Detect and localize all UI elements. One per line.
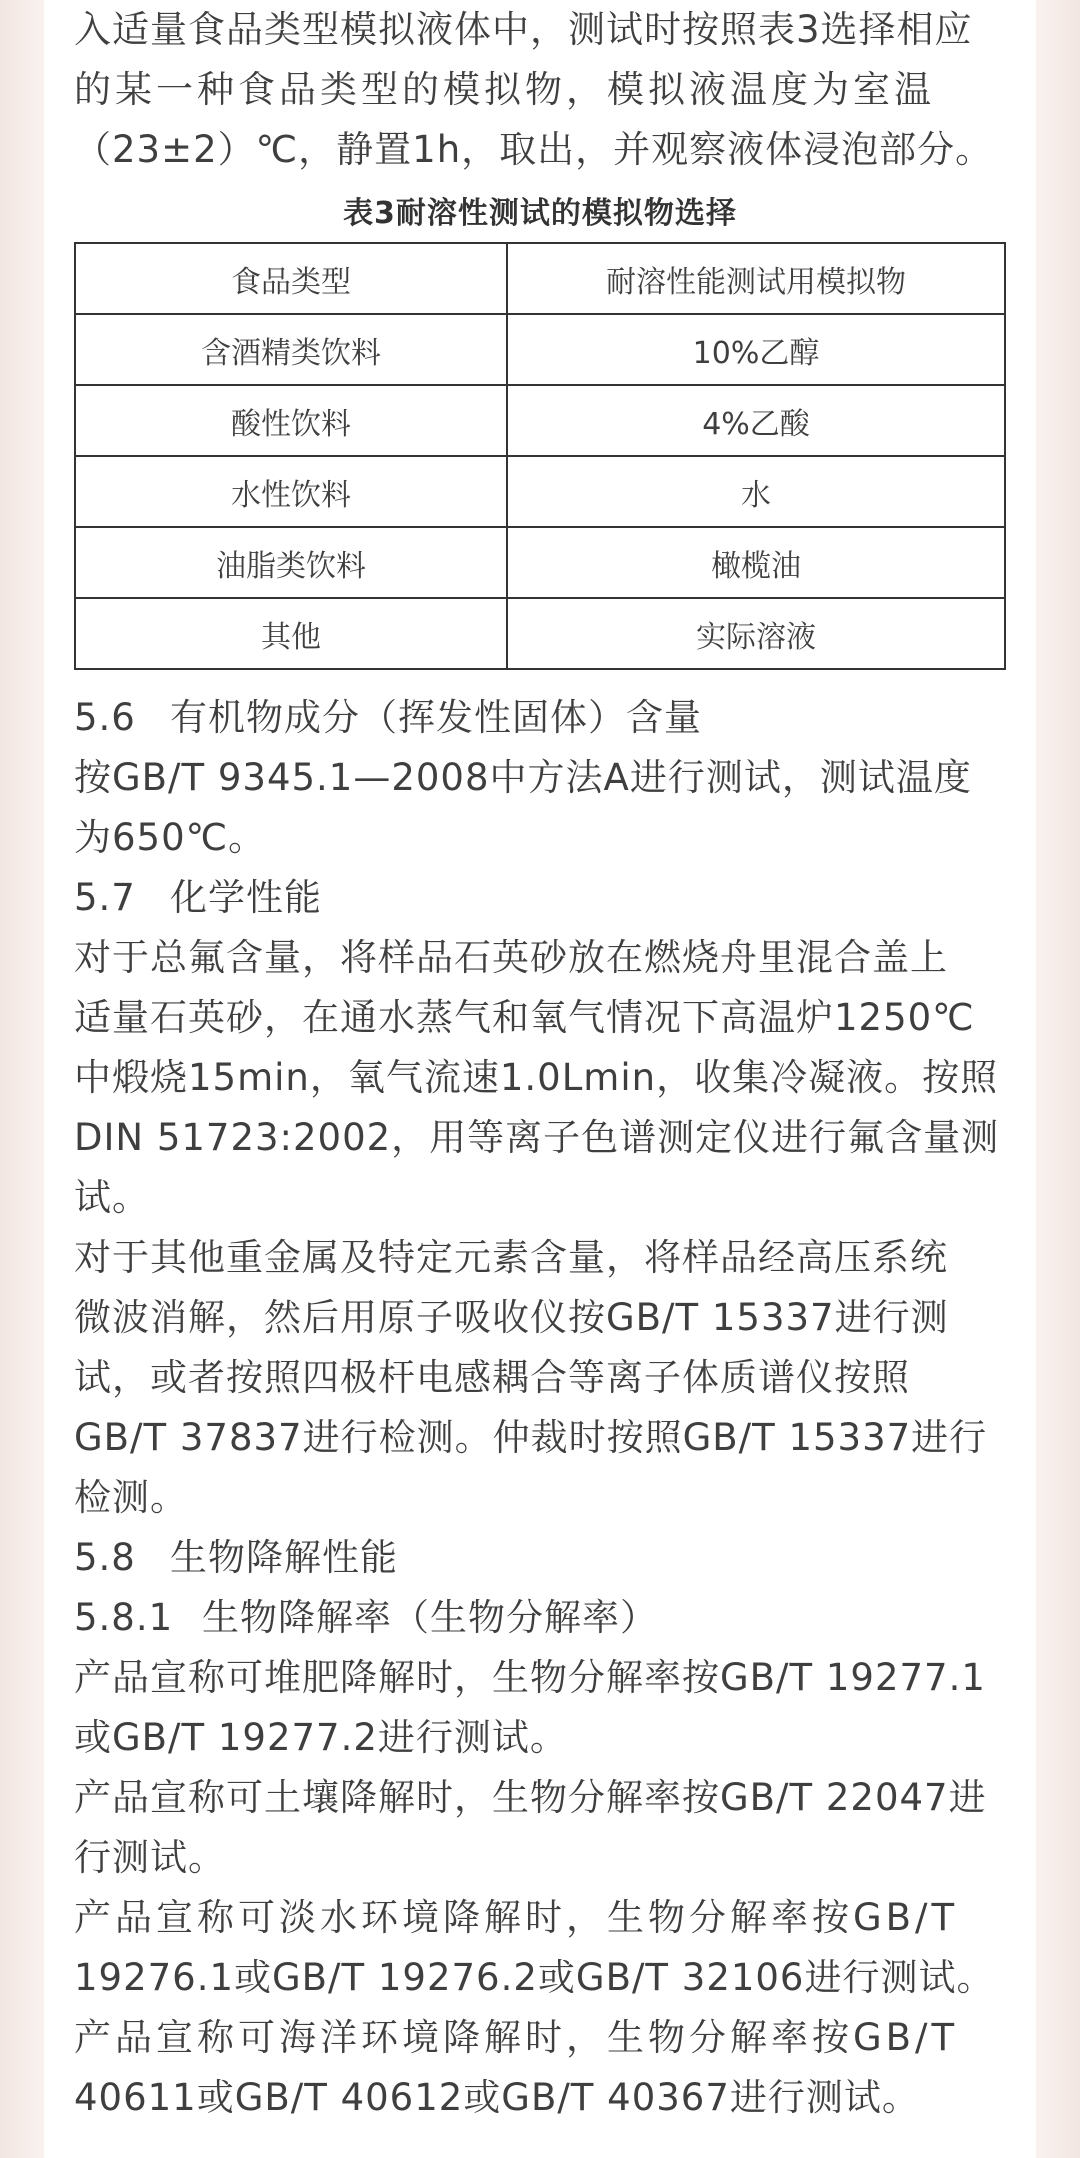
section-5-8-1-para1-line: 或GB/T 19277.2进行测试。 bbox=[74, 1716, 568, 1759]
section-heading-5-7 bbox=[74, 868, 1006, 928]
table-cell: 酸性饮料 bbox=[75, 385, 507, 456]
section-5-8-1-para2-line: 行测试。 bbox=[74, 1836, 226, 1879]
table-cell: 10%乙醇 bbox=[507, 314, 1005, 385]
section-5-7-para2-line: 对于其他重金属及特定元素含量，将样品经高压系统 bbox=[74, 1236, 948, 1279]
section-5-7-para2-line: 检测。 bbox=[74, 1476, 188, 1519]
table-row bbox=[75, 314, 1005, 385]
section-5-7-para2-line: GB/T 37837进行检测。仲裁时按照GB/T 15337进行 bbox=[74, 1416, 988, 1459]
section-5-8-1-para4-line: 产品宣称可海洋环境降解时，生物分解率按GB/T bbox=[74, 2016, 959, 2059]
table-cell: 油脂类饮料 bbox=[75, 527, 507, 598]
intro-paragraph bbox=[74, 0, 1006, 180]
table-cell: 其他 bbox=[75, 598, 507, 669]
page-edge-left bbox=[0, 0, 44, 2158]
table-title: 表3耐溶性测试的模拟物选择 bbox=[343, 196, 737, 231]
section-number: 5.8.1 bbox=[74, 1596, 174, 1639]
section-heading-5-8-1 bbox=[74, 1588, 1006, 1648]
table-cell: 水 bbox=[507, 456, 1005, 527]
section-title: 有机物成分（挥发性固体）含量 bbox=[170, 696, 702, 739]
section-title: 生物降解性能 bbox=[170, 1536, 398, 1579]
section-number: 5.6 bbox=[74, 696, 136, 739]
section-5-8-1-para3-line: 19276.1或GB/T 19276.2或GB/T 32106进行测试。 bbox=[74, 1956, 995, 1999]
intro-line: 入适量食品类型模拟液体中，测试时按照表3选择相应 bbox=[74, 8, 973, 51]
section-title: 生物降解率（生物分解率） bbox=[202, 1596, 658, 1639]
table-row bbox=[75, 456, 1005, 527]
section-5-8-1-para1-line: 产品宣称可堆肥降解时，生物分解率按GB/T 19277.1 bbox=[74, 1656, 986, 1699]
simulant-table bbox=[74, 242, 1006, 670]
table-cell: 含酒精类饮料 bbox=[75, 314, 507, 385]
document-content bbox=[74, 0, 1006, 2128]
table-row bbox=[75, 598, 1005, 669]
table-header-row bbox=[75, 243, 1005, 314]
table-cell: 4%乙酸 bbox=[507, 385, 1005, 456]
section-5-7-para1-line: 试。 bbox=[74, 1176, 150, 1219]
section-5-8-1-para3-line: 产品宣称可淡水环境降解时，生物分解率按GB/T bbox=[74, 1896, 959, 1939]
section-heading-5-8 bbox=[74, 1528, 1006, 1588]
section-5-7-para1-line: DIN 51723:2002，用等离子色谱测定仪进行氟含量测 bbox=[74, 1116, 1000, 1159]
section-5-7-para1-line: 对于总氟含量，将样品石英砂放在燃烧舟里混合盖上 bbox=[74, 936, 948, 979]
section-5-8-1-para2-line: 产品宣称可土壤降解时，生物分解率按GB/T 22047进 bbox=[74, 1776, 987, 1819]
table-header-cell: 耐溶性能测试用模拟物 bbox=[507, 243, 1005, 314]
section-5-8-1-para4-line: 40611或GB/T 40612或GB/T 40367进行测试。 bbox=[74, 2076, 920, 2119]
section-title: 化学性能 bbox=[170, 876, 322, 919]
table-cell: 实际溶液 bbox=[507, 598, 1005, 669]
table-cell: 橄榄油 bbox=[507, 527, 1005, 598]
section-5-7-para1-line: 适量石英砂，在通水蒸气和氧气情况下高温炉1250℃ bbox=[74, 996, 975, 1039]
section-number: 5.8 bbox=[74, 1536, 136, 1579]
section-5-7-para2-line: 微波消解，然后用原子吸收仪按GB/T 15337进行测 bbox=[74, 1296, 949, 1339]
table-row bbox=[75, 527, 1005, 598]
section-5-7-para1-line: 中煅烧15min，氧气流速1.0Lmin，收集冷凝液。按照 bbox=[74, 1056, 999, 1099]
intro-line: 的某一种食品类型的模拟物，模拟液温度为室温 bbox=[74, 68, 935, 111]
section-heading-5-6 bbox=[74, 688, 1006, 748]
section-number: 5.7 bbox=[74, 876, 136, 919]
table-header-cell: 食品类型 bbox=[75, 243, 507, 314]
intro-line: （23±2）℃，静置1h，取出，并观察液体浸泡部分。 bbox=[74, 128, 994, 171]
table-row bbox=[75, 385, 1005, 456]
section-5-6-line: 按GB/T 9345.1—2008中方法A进行测试，测试温度 bbox=[74, 756, 972, 799]
section-5-7-para2-line: 试，或者按照四极杆电感耦合等离子体质谱仪按照 bbox=[74, 1356, 910, 1399]
table-cell: 水性饮料 bbox=[75, 456, 507, 527]
section-5-6-line: 为650℃。 bbox=[74, 816, 267, 859]
page-edge-right bbox=[1036, 0, 1080, 2158]
